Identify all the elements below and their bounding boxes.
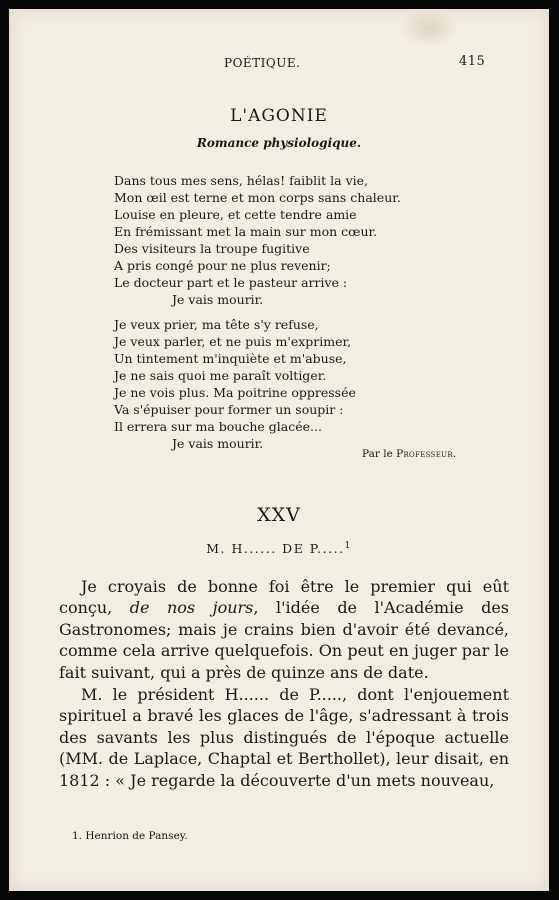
- poem-line: A pris congé pour ne plus revenir;: [114, 258, 331, 273]
- poem-line: Mon œil est terne et mon corps sans chaleur.: [114, 190, 401, 205]
- book-page: [9, 9, 549, 891]
- body-paragraph-1: [59, 576, 509, 683]
- poem-line: Dans tous mes sens, hélas! faiblit la vie,: [114, 173, 368, 188]
- poem-title: L'AGONIE: [230, 106, 328, 126]
- poem-line: Le docteur part et le pasteur arrive :: [114, 275, 348, 290]
- chapter-heading-text: M. H...... DE P.....: [206, 541, 345, 557]
- footnote-marker: 1: [344, 541, 352, 551]
- footnote: 1. Henrion de Pansey.: [72, 830, 188, 842]
- para1-start: Je croyais de bonne foi être le premier qui eût conçu,: [59, 577, 509, 618]
- page-number: 415: [459, 54, 486, 69]
- chapter-number: XXV: [257, 504, 301, 526]
- poem-line: Louise en pleure, et cette tendre amie: [114, 207, 357, 222]
- poem-line: Un tintement m'inquiète et m'abuse,: [114, 351, 347, 366]
- poem-refrain: Je vais mourir.: [172, 436, 264, 451]
- poem-line: Des visiteurs la troupe fugitive: [114, 241, 310, 256]
- poem-subtitle: Romance physiologique.: [196, 136, 362, 150]
- paper-stain: [399, 9, 459, 47]
- poem-line: Va s'épuiser pour former un soupir :: [114, 402, 344, 417]
- chapter-heading: [9, 541, 549, 556]
- signature-prefix: Par le: [362, 448, 397, 460]
- poem-line: Il errera sur ma bouche glacée...: [114, 419, 322, 434]
- poem-stanza-2: [114, 316, 356, 452]
- para1-italic: de nos jours: [129, 598, 254, 618]
- poem-refrain: Je vais mourir.: [172, 292, 264, 307]
- poem-line: En frémissant met la main sur mon cœur.: [114, 224, 378, 239]
- poem-line: Je veux prier, ma tête s'y refuse,: [114, 317, 319, 332]
- para1-end: , l'idée de l'Académie des Gastronomes; mais je crains bien d'avoir été devancé, comme cela arrive quelquefois. On peut en juger par le fait suivant, qui a près de quinze ans de date.: [59, 598, 509, 682]
- poem-line: Je ne vois plus. Ma poitrine oppressée: [114, 385, 356, 400]
- signature-name: Professeur.: [396, 448, 457, 460]
- poem-line: Je ne sais quoi me paraît voltiger.: [114, 368, 327, 383]
- poem-signature: [362, 448, 457, 460]
- body-paragraph-2: M. le président H...... de P....., dont l'enjouement spirituel a bravé les glaces de l'âge, s'adressant à trois des savants les plus distingués de l'époque actuelle (MM. de Laplace, Chaptal et Berthollet), leur disait, en 1812 : « Je regarde la découverte d'un mets nouveau,: [59, 685, 509, 790]
- poem-stanza-1: [114, 172, 401, 308]
- poem-line: Je veux parler, et ne puis m'exprimer,: [114, 334, 352, 349]
- running-title: POÉTIQUE.: [224, 56, 301, 70]
